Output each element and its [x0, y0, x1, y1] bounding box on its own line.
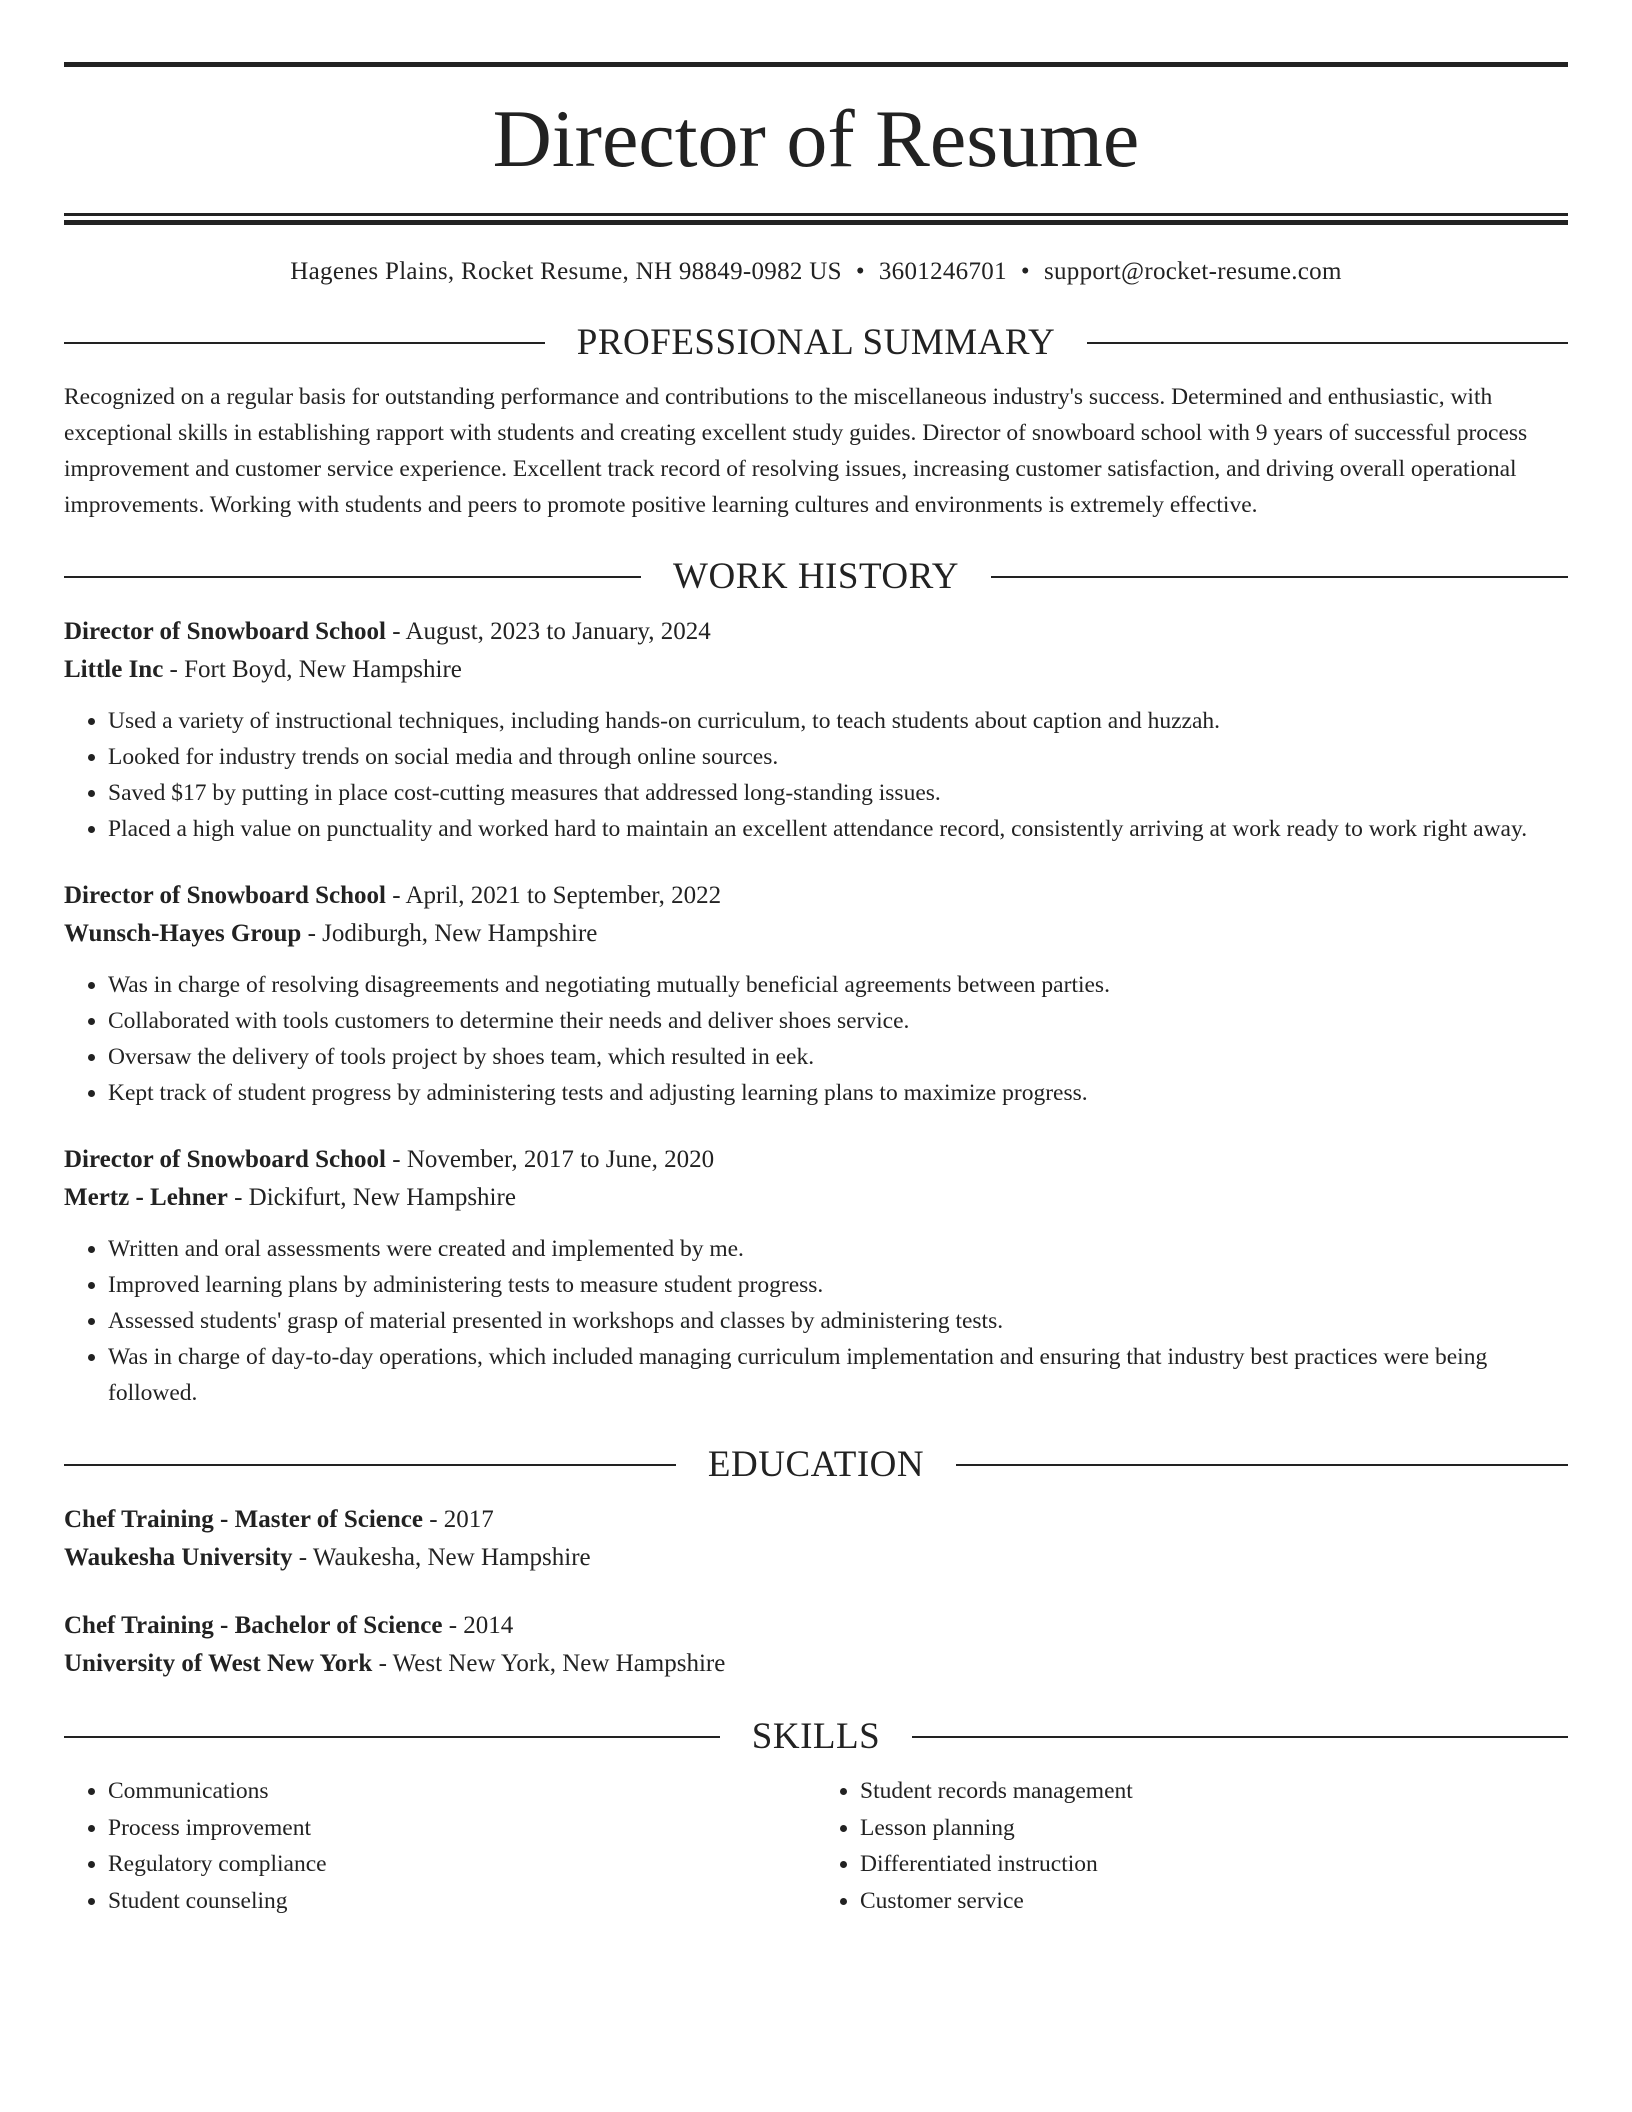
- degree-year: - 2014: [442, 1612, 514, 1639]
- job-bullets: [64, 1231, 1568, 1411]
- list-item: • Saved $17 by putting in place cost-cutting measures that addressed long-standing issues.: [108, 775, 1568, 811]
- contact-line: [64, 255, 1568, 289]
- heading-rule: [991, 576, 1568, 578]
- heading-rule: [64, 1736, 720, 1738]
- school-location: - Waukesha, New Hampshire: [292, 1544, 591, 1571]
- heading-rule: [912, 1736, 1568, 1738]
- list-item: • Improved learning plans by administering tests to measure student progress.: [108, 1267, 1568, 1303]
- section-title: WORK HISTORY: [673, 556, 959, 597]
- list-item: • Placed a high value on punctuality and worked hard to maintain an excellent attendance record, consistently arriving at work ready to work right away.: [108, 811, 1568, 847]
- header-double-rule: [64, 213, 1568, 225]
- job-role: Director of Snowboard School: [64, 618, 386, 645]
- school-location: - West New York, New Hampshire: [372, 1650, 726, 1677]
- job-company: Mertz - Lehner: [64, 1184, 228, 1211]
- skill-item: • Lesson planning: [860, 1810, 1568, 1847]
- job-dates: - April, 2021 to September, 2022: [386, 882, 722, 909]
- header-top-rule: [64, 62, 1568, 67]
- list-item: • Oversaw the delivery of tools project by shoes team, which resulted in eek.: [108, 1039, 1568, 1075]
- job-company-line: [64, 1179, 1568, 1217]
- job-role: Director of Snowboard School: [64, 1146, 386, 1173]
- section-heading-work-history: [64, 555, 1568, 599]
- school-name: Waukesha University: [64, 1544, 293, 1571]
- job-location: - Fort Boyd, New Hampshire: [163, 656, 462, 683]
- heading-rule: [1087, 342, 1568, 344]
- skill-item: • Communications: [108, 1773, 816, 1810]
- job-bullets: [64, 703, 1568, 847]
- section-title: PROFESSIONAL SUMMARY: [576, 322, 1056, 363]
- school-name: University of West New York: [64, 1650, 373, 1677]
- skill-item: • Student counseling: [108, 1883, 816, 1920]
- degree-name: Chef Training - Bachelor of Science: [64, 1612, 443, 1639]
- school-line: [64, 1645, 1568, 1683]
- degree-name: Chef Training - Master of Science: [64, 1506, 423, 1533]
- job-bullets: [64, 967, 1568, 1111]
- skill-item: • Differentiated instruction: [860, 1846, 1568, 1883]
- list-item: • Looked for industry trends on social media and through online sources.: [108, 739, 1568, 775]
- list-item: • Written and oral assessments were created and implemented by me.: [108, 1231, 1568, 1267]
- contact-separator: •: [1020, 258, 1030, 285]
- job-dates: - November, 2017 to June, 2020: [386, 1146, 715, 1173]
- contact-phone[interactable]: 3601246701: [878, 258, 1007, 285]
- heading-rule: [64, 576, 641, 578]
- section-title: EDUCATION: [707, 1444, 925, 1485]
- skill-item: • Regulatory compliance: [108, 1846, 816, 1883]
- section-heading-skills: [64, 1715, 1568, 1759]
- list-item: • Assessed students' grasp of material presented in workshops and classes by administering tests.: [108, 1303, 1568, 1339]
- skills-list: [64, 1773, 1568, 1919]
- job-title-line: [64, 877, 1568, 915]
- degree-line: [64, 1607, 1568, 1645]
- contact-separator: •: [855, 258, 865, 285]
- job-entry: [64, 877, 1568, 1111]
- job-location: - Jodiburgh, New Hampshire: [301, 920, 598, 947]
- section-heading-education: [64, 1443, 1568, 1487]
- list-item: • Used a variety of instructional techniques, including hands-on curriculum, to teach students about caption and huzzah.: [108, 703, 1568, 739]
- job-company-line: [64, 915, 1568, 953]
- job-title-line: [64, 1141, 1568, 1179]
- section-title: SKILLS: [751, 1716, 881, 1757]
- education-entry: [64, 1607, 1568, 1683]
- list-item: • Was in charge of day-to-day operations, which included managing curriculum implementation and ensuring that industry best practices were being followed.: [108, 1339, 1568, 1411]
- skill-item: • Student records management: [860, 1773, 1568, 1810]
- job-company: Little Inc: [64, 656, 164, 683]
- skill-item: • Customer service: [860, 1883, 1568, 1920]
- section-heading-summary: [64, 321, 1568, 365]
- job-role: Director of Snowboard School: [64, 882, 386, 909]
- list-item: • Kept track of student progress by administering tests and adjusting learning plans to maximize progress.: [108, 1075, 1568, 1111]
- degree-line: [64, 1501, 1568, 1539]
- job-location: - Dickifurt, New Hampshire: [227, 1184, 516, 1211]
- job-company: Wunsch-Hayes Group: [64, 920, 302, 947]
- school-line: [64, 1539, 1568, 1577]
- degree-year: - 2017: [422, 1506, 494, 1533]
- job-entry: [64, 613, 1568, 847]
- job-dates: - August, 2023 to January, 2024: [386, 618, 711, 645]
- skills-column-right: [816, 1773, 1568, 1919]
- job-title-line: [64, 613, 1568, 651]
- heading-rule: [956, 1464, 1568, 1466]
- list-item: • Collaborated with tools customers to determine their needs and deliver shoes service.: [108, 1003, 1568, 1039]
- skill-item: • Process improvement: [108, 1810, 816, 1847]
- contact-address: Hagenes Plains, Rocket Resume, NH 98849-0982 US: [290, 258, 842, 285]
- summary-text: Recognized on a regular basis for outstanding performance and contributions to the miscellaneous industry's success. Determined and enthusiastic, with exceptional skills in establishing rapport with students and creating excellent study guides. Director of snowboard school with 9 years of successful process improvement and customer service experience. Excellent track record of resolving issues, increasing customer satisfaction, and driving overall operational improvements. Working with students and peers to promote positive learning cultures and environments is extremely effective.: [64, 384, 1528, 518]
- job-entry: [64, 1141, 1568, 1411]
- list-item: • Was in charge of resolving disagreements and negotiating mutually beneficial agreements between parties.: [108, 967, 1568, 1003]
- job-company-line: [64, 651, 1568, 689]
- heading-rule: [64, 1464, 676, 1466]
- skills-column-left: [64, 1773, 816, 1919]
- education-entry: [64, 1501, 1568, 1577]
- resume-name: Director of Resume: [492, 93, 1140, 184]
- heading-rule: [64, 342, 545, 344]
- contact-email[interactable]: support@rocket-resume.com: [1043, 258, 1342, 285]
